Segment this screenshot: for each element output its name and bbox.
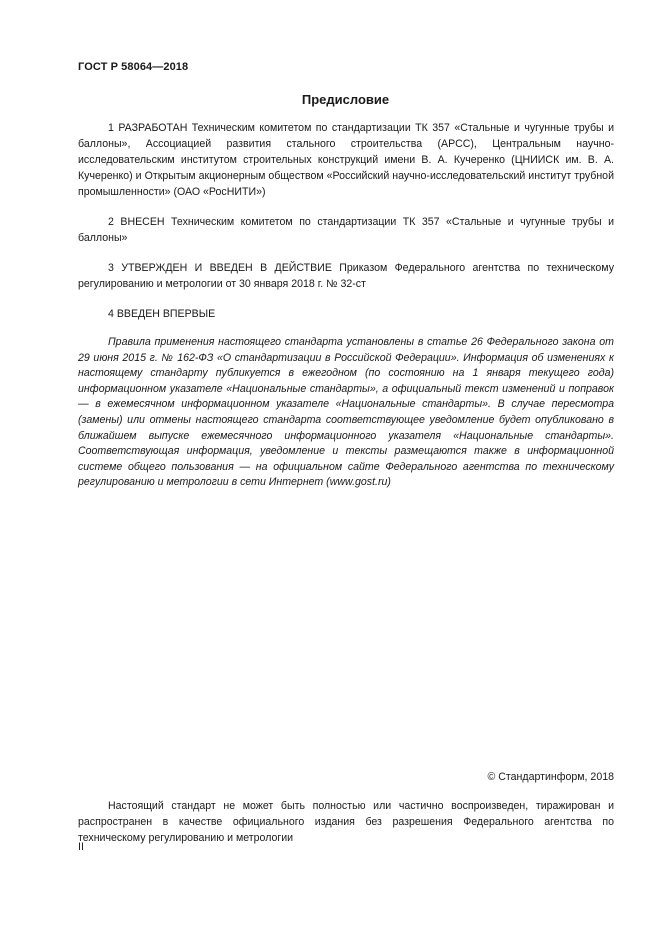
foreword-item-first-introduced: 4 ВВЕДЕН ВПЕРВЫЕ (108, 308, 216, 320)
application-rules-note: Правила применения настоящего стандарта установлены в статье 26 Федерального закона от 29 июня 2015 г. № 162-ФЗ «О стандартизации в Российской Федерации». Информация об изменениях к настоящему стандарту публикуется в ежегодном (по состоянию на 1 января текущего года) информационном указателе «Национальные стандарты», а официальный текст изменений и поправок — в ежемесячном информационном указателе «Национальные стандарты». В случае пересмотра (замены) или отмены настоящего стандарта соответствующее уведомление будет опубликовано в ближайшем выпуске ежемесячного информационного указателя «Национальные стандарты». Соответствующая информация, уведомление и тексты размещаются также в информационной системе общего пользования — на официальном сайте Федерального агентства по техническому регулированию и метрологии в сети Интернет (www.gost.ru) (78, 336, 614, 489)
reproduction-rights-notice: Настоящий стандарт не может быть полностью или частично воспроизведен, тиражирован и распространен в качестве официального издания без разрешения Федерального агентства по техническому регулированию и метрологии (78, 800, 614, 844)
foreword-item-developed: 1 РАЗРАБОТАН Техническим комитетом по стандартизации ТК 357 «Стальные и чугунные трубы и баллоны», Ассоциацией развития стального строительства (АРСС), Центральным научно-исследовательским институтом строительных конструкций имени В. А. Кучеренко (ЦНИИСК им. В. А. Кучеренко) и Открытым акционерным обществом «Российский научно-исследовательский институт трубной промышленности» (ОАО «РосНИТИ») (78, 122, 614, 198)
page-title: Предисловие (301, 92, 390, 107)
foreword-item-introduced: 2 ВНЕСЕН Техническим комитетом по стандартизации ТК 357 «Стальные и чугунные трубы и баллоны» (78, 216, 614, 244)
foreword-body (78, 120, 614, 336)
foreword-item-approved: 3 УТВЕРЖДЕН И ВВЕДЕН В ДЕЙСТВИЕ Приказом Федерального агентства по техническому регулированию и метрологии от 30 января 2018 г. № 32-ст (78, 262, 614, 290)
copyright-line: © Стандартинформ, 2018 (487, 771, 614, 783)
page-number: II (78, 841, 84, 853)
doc-code-header: ГОСТ Р 58064—2018 (78, 61, 189, 73)
